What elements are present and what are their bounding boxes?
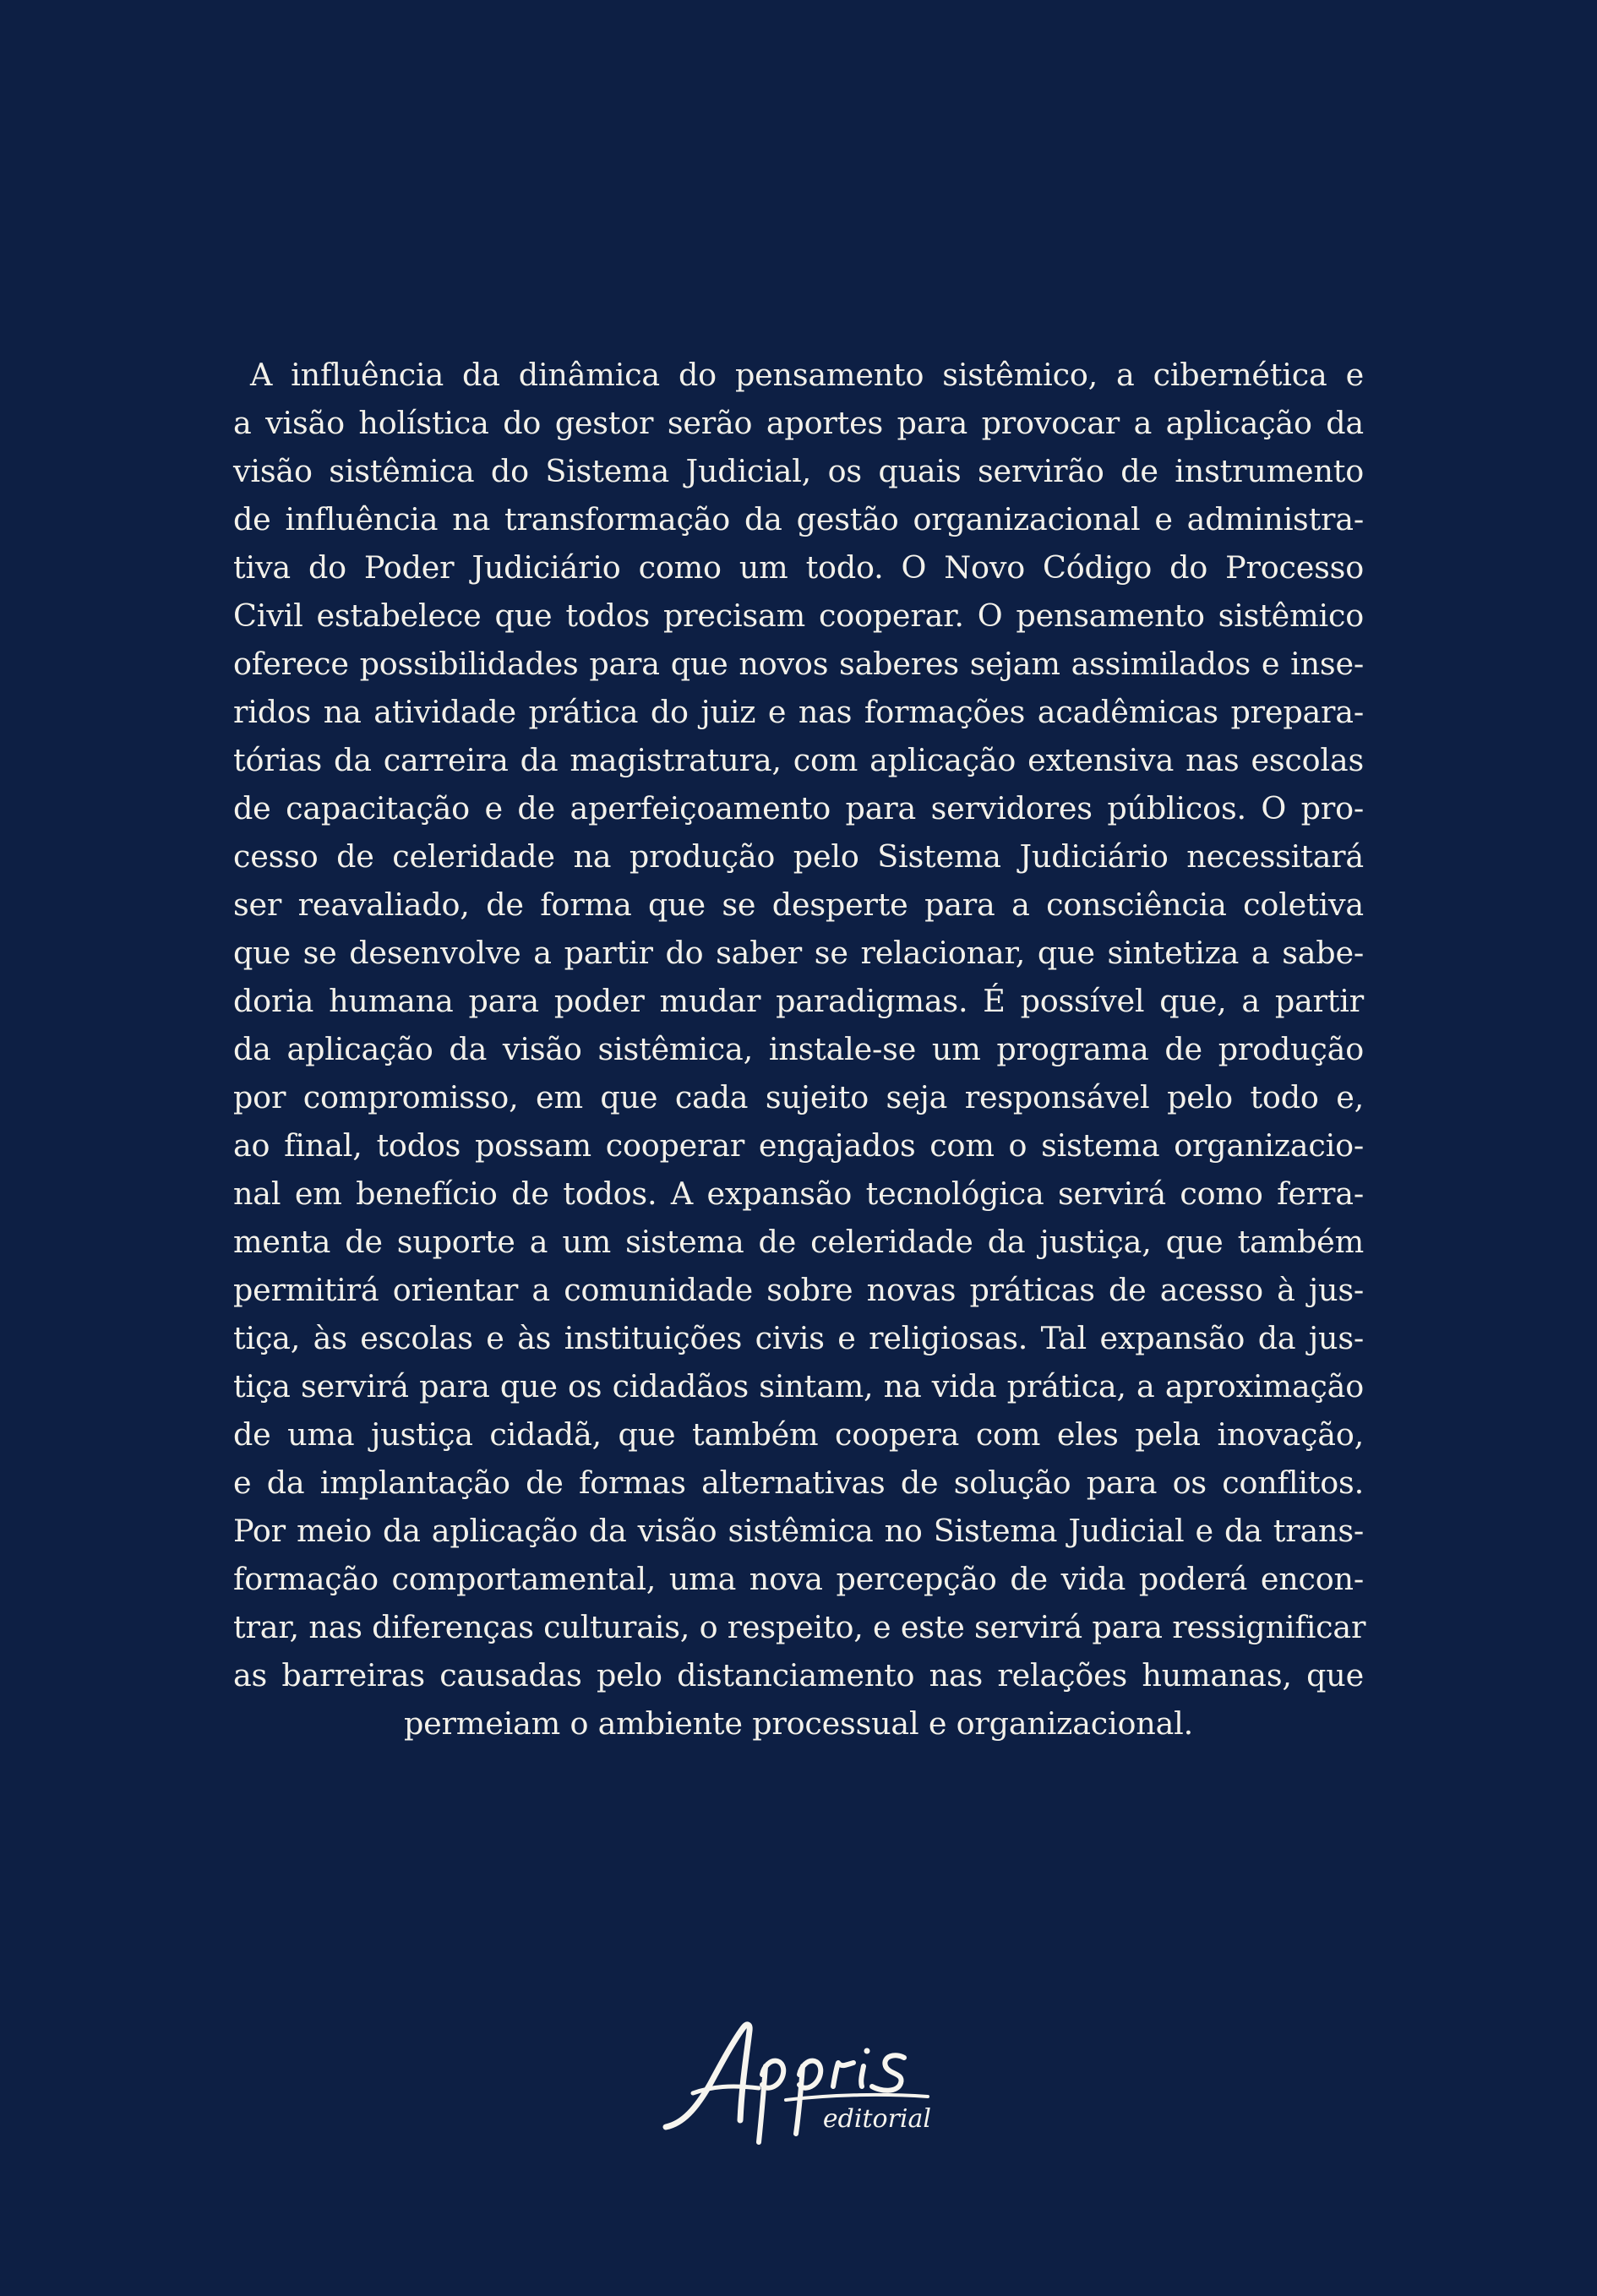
synopsis-line: que se desenvolve a partir do saber se relacionar, que sintetiza a sabe- <box>233 935 1364 971</box>
logo-subtitle: editorial <box>822 2104 931 2134</box>
synopsis-line: permeiam o ambiente processual e organizacional. <box>403 1705 1194 1742</box>
synopsis-line: tiça, às escolas e às instituições civis e religiosas. Tal expansão da jus- <box>233 1320 1364 1356</box>
synopsis-line: cesso de celeridade na produção pelo Sistema Judiciário necessitará <box>233 838 1364 875</box>
synopsis-line: ao final, todos possam cooperar engajados com o sistema organizacio- <box>233 1127 1364 1164</box>
synopsis-line: Por meio da aplicação da visão sistêmica no Sistema Judicial e da trans- <box>233 1513 1364 1549</box>
synopsis-line: visão sistêmica do Sistema Judicial, os quais servirão de instrumento <box>233 453 1364 489</box>
appris-editorial-logo <box>659 2015 946 2151</box>
synopsis-line: tiva do Poder Judiciário como um todo. O Novo Código do Processo <box>233 549 1364 586</box>
synopsis-line: doria humana para poder mudar paradigmas. É possível que, a partir <box>233 983 1364 1019</box>
synopsis-line: e da implantação de formas alternativas de solução para os conflitos. <box>233 1464 1364 1501</box>
synopsis-line: oferece possibilidades para que novos saberes sejam assimilados e inse- <box>233 646 1364 682</box>
synopsis-line: A influência da dinâmica do pensamento sistêmico, a cibernética e <box>250 357 1364 393</box>
synopsis-line: Civil estabelece que todos precisam cooperar. O pensamento sistêmico <box>233 597 1364 634</box>
synopsis-line: por compromisso, em que cada sujeito seja responsável pelo todo e, <box>233 1079 1364 1115</box>
synopsis-line: tórias da carreira da magistratura, com aplicação extensiva nas escolas <box>233 742 1364 778</box>
synopsis-line: formação comportamental, uma nova percepção de vida poderá encon- <box>233 1561 1364 1597</box>
synopsis-line: nal em benefício de todos. A expansão tecnológica servirá como ferra- <box>233 1175 1364 1212</box>
synopsis-line: permitirá orientar a comunidade sobre novas práticas de acesso à jus- <box>233 1272 1364 1308</box>
synopsis-line: da aplicação da visão sistêmica, instale-se um programa de produção <box>233 1031 1364 1067</box>
synopsis-line: a visão holística do gestor serão aportes para provocar a aplicação da <box>233 405 1364 441</box>
synopsis-line: menta de suporte a um sistema de celeridade da justiça, que também <box>233 1224 1364 1260</box>
synopsis-line: ridos na atividade prática do juiz e nas formações acadêmicas prepara- <box>233 694 1364 730</box>
synopsis-text <box>233 351 1364 1748</box>
synopsis-line: tiça servirá para que os cidadãos sintam, na vida prática, a aproximação <box>233 1368 1364 1404</box>
synopsis-line: de capacitação e de aperfeiçoamento para servidores públicos. O pro- <box>233 790 1364 826</box>
synopsis-line: ser reavaliado, de forma que se desperte para a consciência coletiva <box>233 886 1364 923</box>
synopsis-line: de uma justiça cidadã, que também coopera com eles pela inovação, <box>233 1416 1364 1453</box>
synopsis-line: as barreiras causadas pelo distanciamento nas relações humanas, que <box>233 1657 1364 1693</box>
synopsis-line: de influência na transformação da gestão organizacional e administra- <box>233 501 1364 537</box>
synopsis-line: trar, nas diferenças culturais, o respeito, e este servirá para ressignificar <box>233 1609 1366 1645</box>
appris-logo-icon <box>659 2015 946 2151</box>
